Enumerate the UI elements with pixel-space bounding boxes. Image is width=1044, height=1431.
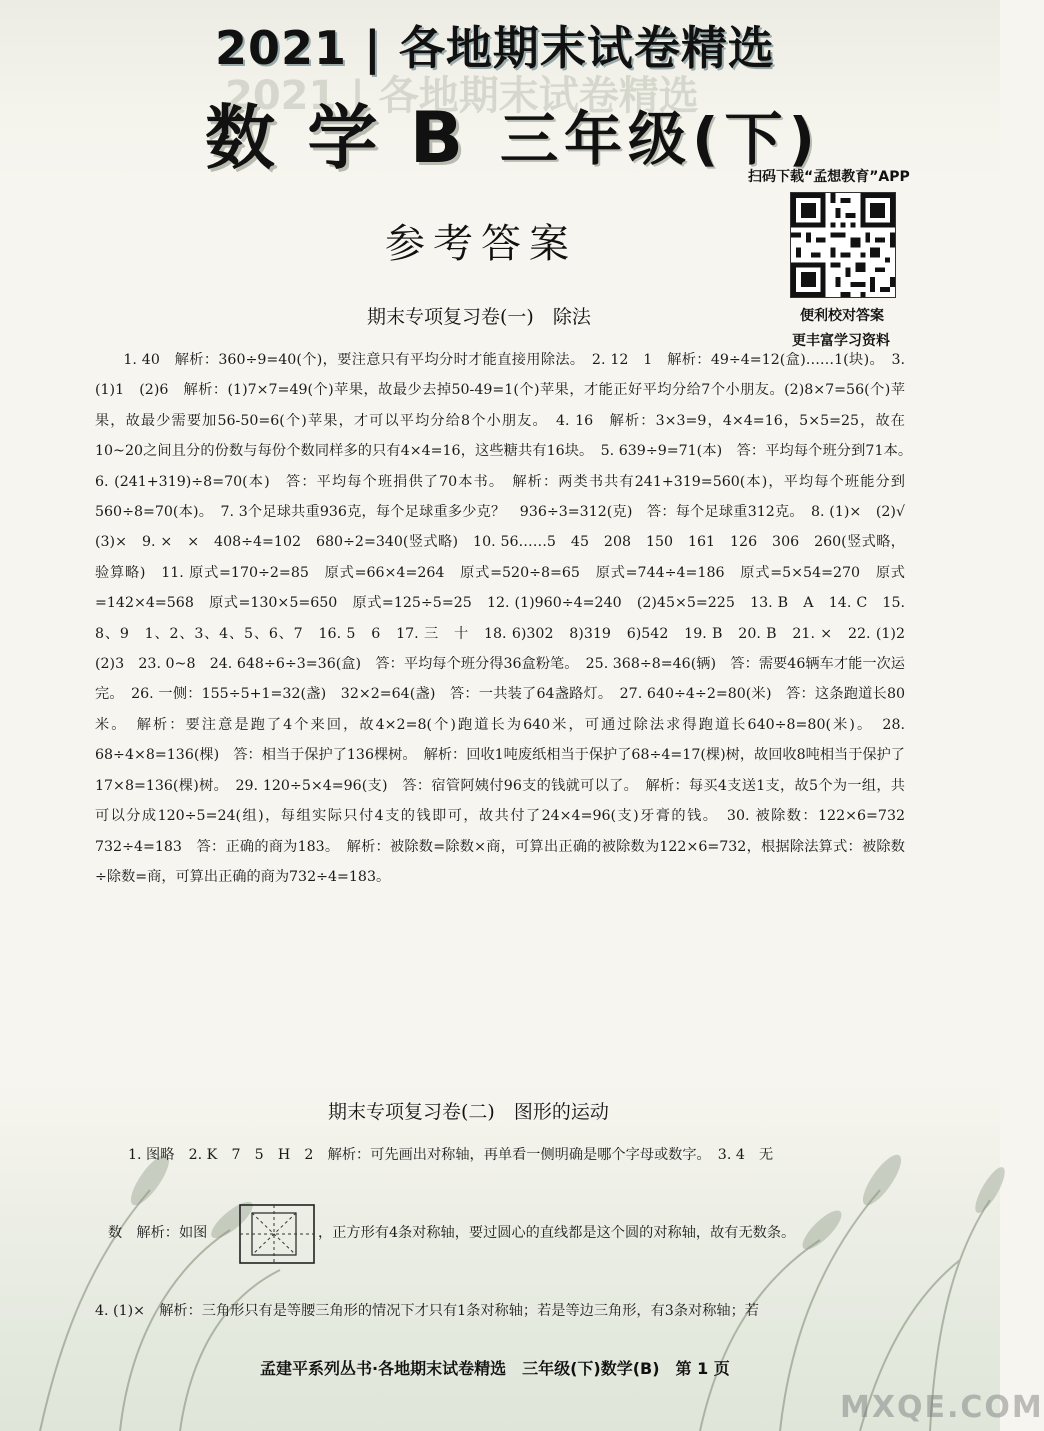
- watermark-text: MXQE.COM: [840, 1390, 1044, 1425]
- figure-motion-answer-line3: 4. (1)× 解析：三角形只有是等腰三角形的情况下才只有1条对称轴；若是等边三角形，有3条对称轴；若: [95, 1303, 759, 1319]
- page-title: 参考答案: [385, 221, 577, 267]
- watermark-logo: [820, 1330, 1044, 1425]
- subject-title: 数 学 B: [205, 97, 468, 179]
- series-title: 2021 | 各地期末试卷精选: [215, 21, 775, 75]
- page-footer: 孟建平系列丛书·各地期末试卷精选 三年级(下)数学(B) 第 1 页: [260, 1359, 730, 1378]
- square-symmetry-figure: [238, 1203, 316, 1265]
- figure-motion-answer-line2b: ，正方形有4条对称轴，要过圆心的直线都是这个圆的对称轴，故有无数条。: [318, 1225, 796, 1241]
- series-title-reflection: 2021 | 各地期末试卷精选: [225, 73, 699, 119]
- section-title-figure-motion: 期末专项复习卷(二) 图形的运动: [328, 1101, 609, 1123]
- figure-motion-answer-line1: 1. 图略 2. K 7 5 H 2 解析：可先画出对称轴，再单看一侧明确是哪个字母或数字。 3. 4 无: [128, 1147, 774, 1163]
- qr-caption-line2: 更丰富学习资料: [792, 333, 890, 349]
- section-division-answers: 1. 40 解析：360÷9=40(个)，要注意只有平均分时才能直接用除法。 2. 12 1 解析：49÷4=12(盒)……1(块)。 3. (1)1 (2)6 解析：(1)7×7=49(个)苹果，故最少去掉50-49=1(个)苹果，才能正好平均分给7个小朋友。(2)8×7=56(个)苹果，故最少需要加56-50=6(个)苹果，才可以平均分给8个小朋友。 4. 16 解析：3×3=9，4×4=16，5×5=25，故在10~20之间且分的份数与每份个数同样多的只有4×4=16，这些糖共有16块。 5. 639÷9=71(本) 答：平均每个班分到71本。 6. (241+319)÷8=70(本) 答：平均每个班捐供了70本书。 解析：两类书共有241+319=560(本)，平均每个班能分到560÷8=70(本)。 7. 3个足球共重936克，每个足球重多少克？ 936÷3=312(克) 答：每个足球重312克。 8. (1)× (2)√ (3)× 9. × × 408÷4=102 680÷2=340(竖式略) 10. 56……5 45 208 150 161 126 306 260(竖式略，验算略) 11. 原式=170÷2=85 原式=66×4=264 原式=520÷8=65 原式=744÷4=186 原式=5×54=270 原式=142×4=568 原式=130×5=650 原式=125÷5=25 12. (1)960÷4=240 (2)45×5=225 13. B A 14. C 15. 8、9 1、2、3、4、5、6、7 16. 5 6 17. 三 十 18. 6)302 8)319 6)542 19. B 20. B 21. × 22. (1)2 (2)3 23. 0~8 24. 648÷6÷3=36(盒) 答：平均每个班分得36盒粉笔。 25. 368÷8=46(辆) 答：需要46辆车才能一次运完。 26. 一侧：155÷5+1=32(盏) 32×2=64(盏) 答：一共装了64盏路灯。 27. 640÷4÷2=80(米) 答：这条跑道长80米。 解析：要注意是跑了4个来回，故4×2=8(个)跑道长为640米，可通过除法求得跑道长640÷8=80(米)。 28. 68÷4×8=136(棵) 答：相当于保护了136棵树。 解析：回收1吨废纸相当于保护了68÷4=17(棵)树，故回收8吨相当于保护了17×8=136(棵)树。 29. 120÷5×4=96(支) 答：宿管阿姨付96支的钱就可以了。 解析：每买4支送1支，故5个为一组，共可以分成120÷5=24(组)，每组实际只付4支的钱即可，故共付了24×4=96(支)牙膏的钱。 30. 被除数：122×6=732 732÷4=183 答：正确的商为183。 解析：被除数=除数×商，可算出正确的被除数为122×6=732，根据除法算式：被除数÷除数=商，可算出正确的商为732÷4=183。: [95, 352, 920, 885]
- qr-download-caption: 扫码下载“孟想教育”APP: [748, 169, 910, 185]
- figure-motion-answer-line2a: 数 解析：如图: [108, 1225, 208, 1241]
- section-title-division: 期末专项复习卷(一) 除法: [367, 306, 591, 328]
- qr-caption-line1: 便利校对答案: [800, 308, 884, 324]
- qr-code-image[interactable]: [790, 192, 896, 298]
- grade-title: 三年级(下): [500, 105, 822, 173]
